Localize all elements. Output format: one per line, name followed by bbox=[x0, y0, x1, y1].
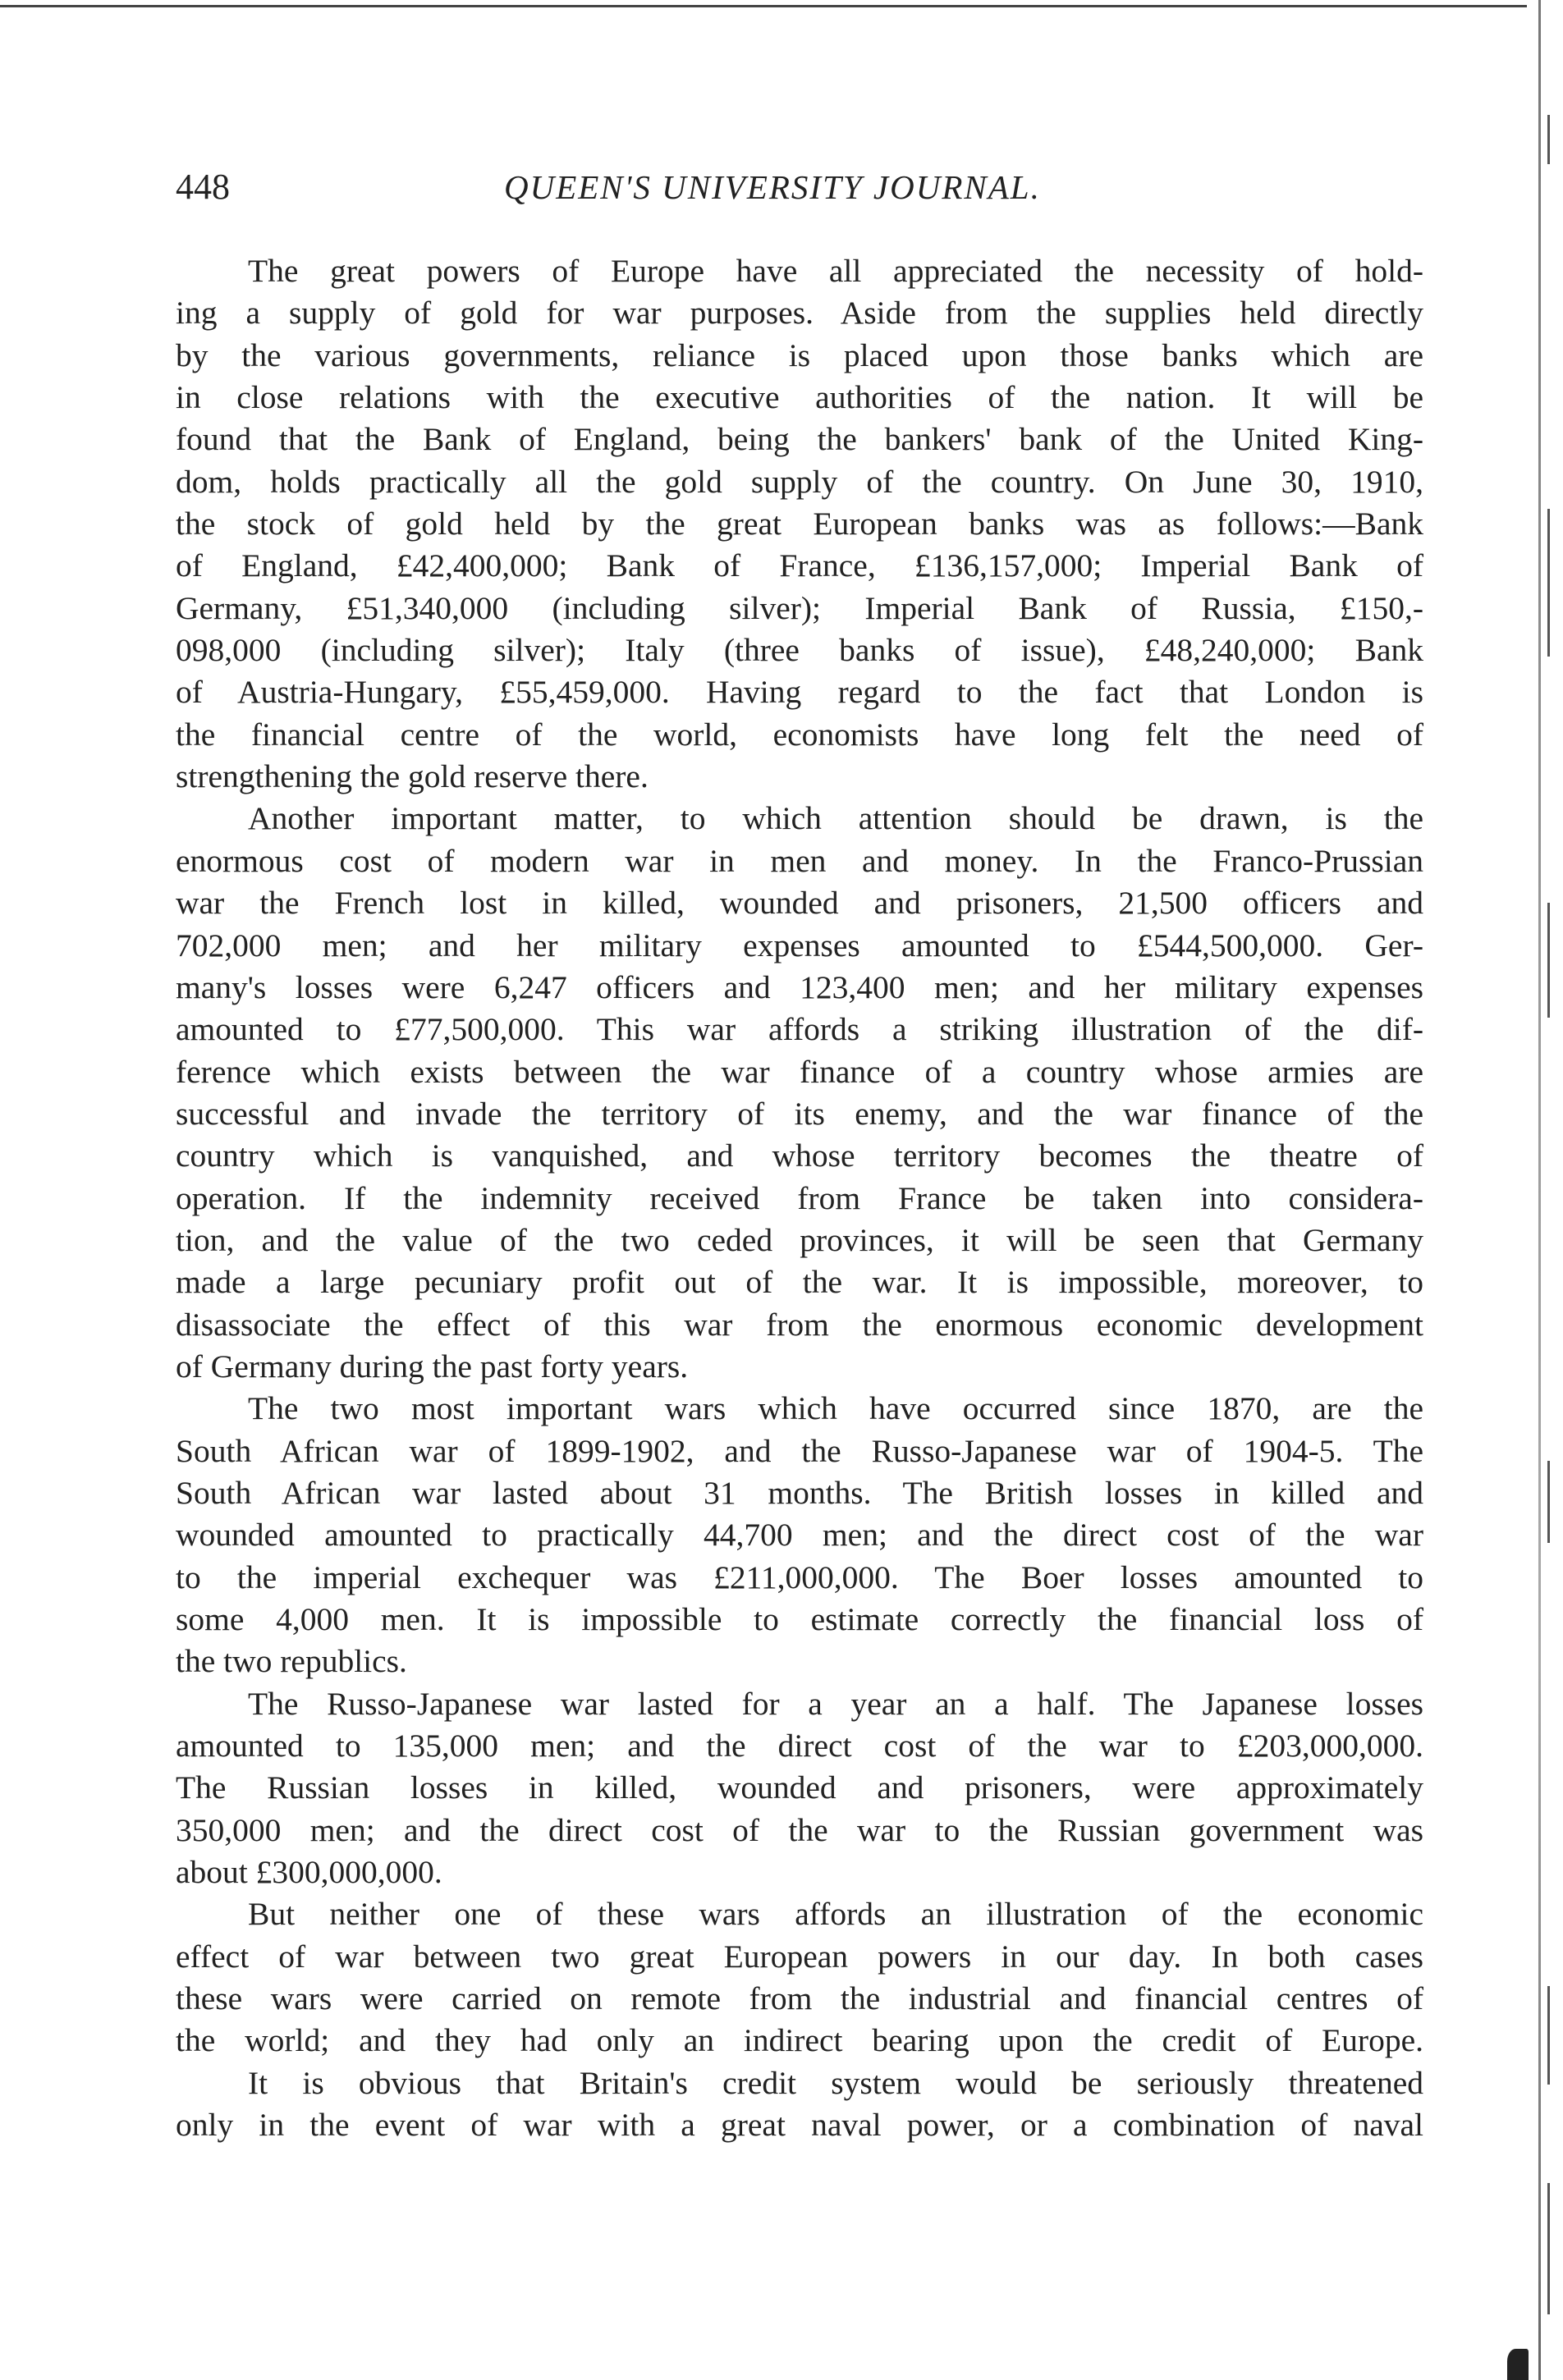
edge-mark bbox=[1547, 1461, 1550, 1543]
text-line: in close relations with the executive authorities of the nation. It will be bbox=[176, 379, 1423, 416]
text-line: The two most important wars which have occurred since 1870, are the bbox=[248, 1390, 1423, 1427]
top-border-rule bbox=[0, 5, 1527, 7]
text-line: South African war lasted about 31 months. The British losses in killed and bbox=[176, 1474, 1423, 1511]
text-line: operation. If the indemnity received from France be taken into considera- bbox=[176, 1179, 1423, 1216]
scan-edge-blot bbox=[1507, 2349, 1529, 2380]
text-line: enormous cost of modern war in men and money. In the Franco-Prussian bbox=[176, 842, 1423, 879]
text-line: successful and invade the territory of its enemy, and the war finance of the bbox=[176, 1095, 1423, 1132]
text-line: the financial centre of the world, economists have long felt the need of bbox=[176, 716, 1423, 753]
text-line: only in the event of war with a great naval power, or a combination of naval bbox=[176, 2107, 1423, 2144]
text-line: ing a supply of gold for war purposes. Aside from the supplies held directly bbox=[176, 295, 1423, 332]
text-line: 702,000 men; and her military expenses amounted to £544,500,000. Ger- bbox=[176, 927, 1423, 963]
text-line: war the French lost in killed, wounded and prisoners, 21,500 officers and bbox=[176, 885, 1423, 922]
text-line: of Austria-Hungary, £55,459,000. Having regard to the fact that London is bbox=[176, 674, 1423, 711]
text-line: 350,000 men; and the direct cost of the war to the Russian government was bbox=[176, 1811, 1423, 1848]
text-line: some 4,000 men. It is impossible to estimate correctly the financial loss of bbox=[176, 1601, 1423, 1637]
text-line: the stock of gold held by the great European banks was as follows:—Bank bbox=[176, 506, 1423, 542]
text-line: wounded amounted to practically 44,700 men; and the direct cost of the war bbox=[176, 1517, 1423, 1554]
text-line: South African war of 1899-1902, and the Russo-Japanese war of 1904-5. The bbox=[176, 1432, 1423, 1469]
text-line: strengthening the gold reserve there. bbox=[176, 758, 649, 795]
text-line: the two republics. bbox=[176, 1643, 407, 1680]
text-line: effect of war between two great European powers in our day. In both cases bbox=[176, 1938, 1423, 1975]
text-line: tion, and the value of the two ceded provinces, it will be seen that Germany bbox=[176, 1221, 1423, 1258]
text-line: 098,000 (including silver); Italy (three banks of issue), £48,240,000; Bank bbox=[176, 632, 1423, 669]
text-line: Germany, £51,340,000 (including silver); Imperial Bank of Russia, £150,- bbox=[176, 589, 1423, 626]
text-line: The Russo-Japanese war lasted for a year an a half. The Japanese losses bbox=[248, 1685, 1423, 1722]
text-line: found that the Bank of England, being the bankers' bank of the United King- bbox=[176, 421, 1423, 458]
text-line: of Germany during the past forty years. bbox=[176, 1348, 689, 1385]
text-line: dom, holds practically all the gold supply of the country. On June 30, 1910, bbox=[176, 463, 1423, 500]
running-title: QUEEN'S UNIVERSITY JOURNAL. bbox=[504, 168, 1041, 206]
edge-mark bbox=[1547, 509, 1550, 657]
text-line: country which is vanquished, and whose territory becomes the theatre of bbox=[176, 1137, 1423, 1174]
page-header bbox=[176, 162, 1423, 212]
text-line: The Russian losses in killed, wounded and prisoners, were approximately bbox=[176, 1769, 1423, 1806]
edge-mark bbox=[1547, 1986, 1550, 2085]
text-line: to the imperial exchequer was £211,000,000. The Boer losses amounted to bbox=[176, 1558, 1423, 1595]
text-line: these wars were carried on remote from the industrial and financial centres of bbox=[176, 1980, 1423, 2017]
edge-mark bbox=[1547, 903, 1550, 1018]
article-body bbox=[176, 250, 1423, 2146]
text-line: But neither one of these wars affords an illustration of the economic bbox=[248, 1896, 1423, 1933]
text-line: amounted to 135,000 men; and the direct cost of the war to £203,000,000. bbox=[176, 1728, 1423, 1764]
text-line: about £300,000,000. bbox=[176, 1854, 442, 1891]
text-line: amounted to £77,500,000. This war affords a striking illustration of the dif- bbox=[176, 1011, 1423, 1048]
text-line: made a large pecuniary profit out of the war. It is impossible, moreover, to bbox=[176, 1264, 1423, 1301]
page-number: 448 bbox=[176, 167, 230, 207]
text-line: the world; and they had only an indirect bearing upon the credit of Europe. bbox=[176, 2022, 1423, 2059]
text-line: by the various governments, reliance is placed upon those banks which are bbox=[176, 336, 1423, 373]
edge-mark bbox=[1547, 2183, 1550, 2314]
text-line: The great powers of Europe have all appreciated the necessity of hold- bbox=[248, 253, 1423, 289]
text-line: It is obvious that Britain's credit system would be seriously threatened bbox=[248, 2064, 1423, 2101]
text-line: of England, £42,400,000; Bank of France, £136,157,000; Imperial Bank of bbox=[176, 547, 1423, 584]
edge-mark bbox=[1547, 115, 1550, 164]
text-line: Another important matter, to which attention should be drawn, is the bbox=[248, 800, 1423, 837]
text-line: many's losses were 6,247 officers and 123,400 men; and her military expenses bbox=[176, 968, 1423, 1005]
text-line: disassociate the effect of this war from the enormous economic development bbox=[176, 1306, 1423, 1343]
page-right-edge bbox=[1538, 0, 1541, 2380]
text-line: ference which exists between the war finance of a country whose armies are bbox=[176, 1053, 1423, 1090]
